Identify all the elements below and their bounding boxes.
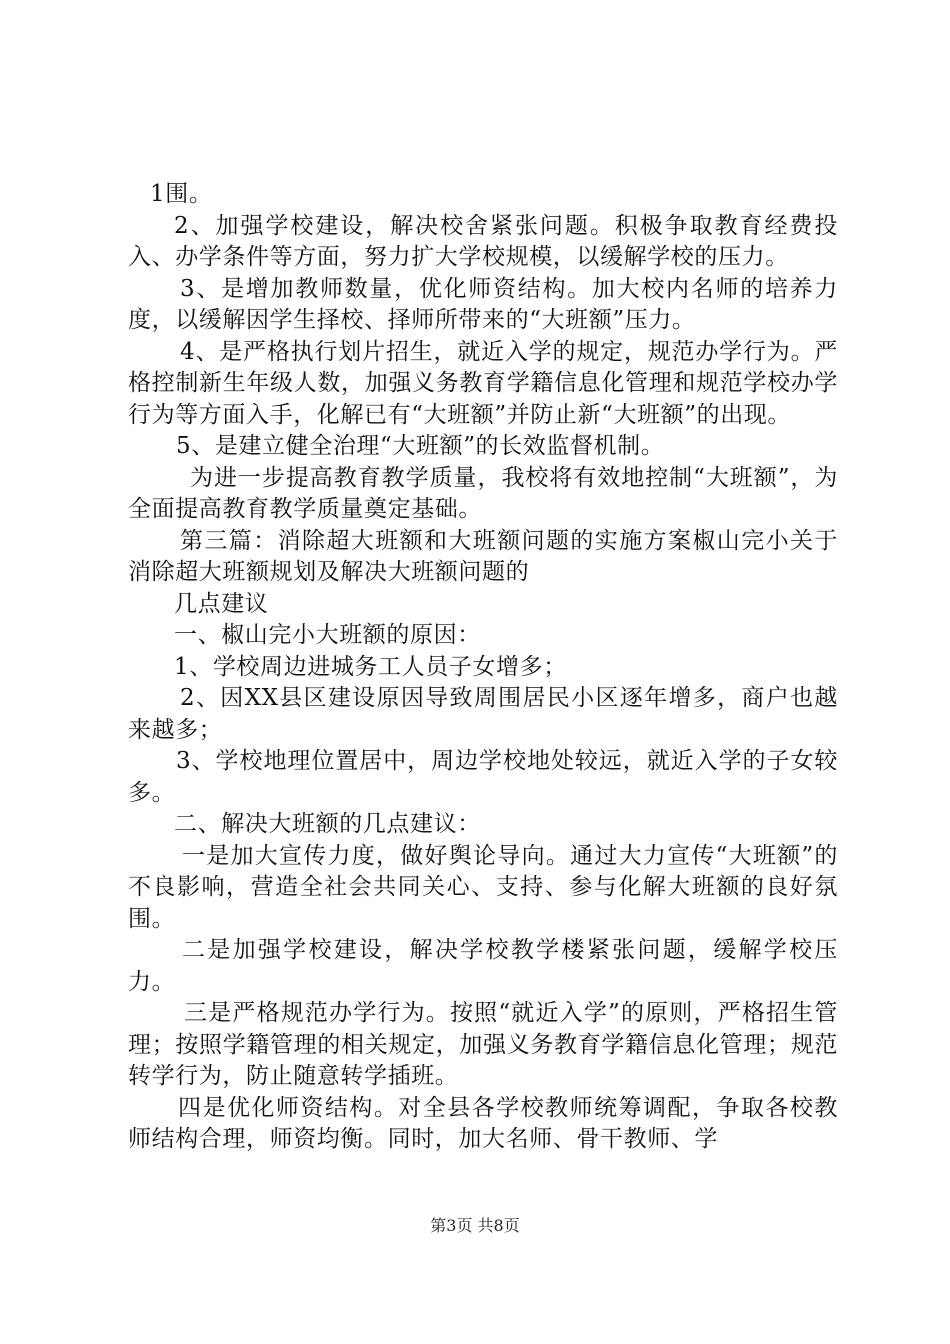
paragraph: 2、加强学校建设，解决校舍紧张问题。积极争取教育经费投入、办学条件等方面，努力扩大学校规模，以缓解学校的压力。 [128,212,838,270]
paragraph: 1围。 [150,181,213,207]
paragraph: 3、是增加教师数量，优化师资结构。加大校内名师的培养力度，以缓解因学生择校、择师所带来的“大班额”压力。 [128,275,838,333]
paragraph: 几点建议 [174,590,269,617]
paragraph: 二、解决大班额的几点建议： [174,811,481,837]
paragraph: 3、学校地理位置居中，周边学校地处较远，就近入学的子女较多。 [128,748,838,806]
paragraph: 三是严格规范办学行为。按照“就近入学”的原则，严格招生管理；按照学籍管理的相关规定，加强义务教育学籍信息化管理；规范转学行为，防止随意转学插班。 [128,1000,838,1089]
paragraph: 为进一步提高教育教学质量，我校将有效地控制“大班额”，为全面提高教育教学质量奠定基础。 [128,464,838,522]
paragraph: 4、是严格执行划片招生，就近入学的规定，规范办学行为。严格控制新生年级人数，加强义务教育学籍信息化管理和规范学校办学行为等方面入手，化解已有“大班额”并防止新“大班额”的出现。 [128,338,838,428]
paragraph: 二是加强学校建设，解决学校教学楼紧张问题，缓解学校压力。 [128,937,838,995]
page-number-label: 第3页 共8页 [430,1216,520,1235]
paragraph: 一是加大宣传力度，做好舆论导向。通过大力宣传“大班额”的不良影响，营造全社会共同关心、支持、参与化解大班额的良好氛围。 [128,842,838,932]
page-footer [0,1216,950,1236]
paragraph: 1、学校周边进城务工人员子女增多； [174,653,567,680]
paragraph: 四是优化师资结构。对全县各学校教师统筹调配，争取各校教师结构合理，师资均衡。同时，加大名师、骨干教师、学 [128,1094,838,1152]
paragraph: 5、是建立健全治理“大班额”的长效监督机制。 [176,433,665,459]
paragraph: 第三篇：消除超大班额和大班额问题的实施方案椒山完小关于消除超大班额规划及解决大班额问题的 [128,527,838,585]
paragraph: 2、因XX县区建设原因导致周围居民小区逐年增多，商户也越来越多； [128,685,838,743]
document-body [128,179,838,1156]
paragraph: 一、椒山完小大班额的原因： [174,622,481,648]
